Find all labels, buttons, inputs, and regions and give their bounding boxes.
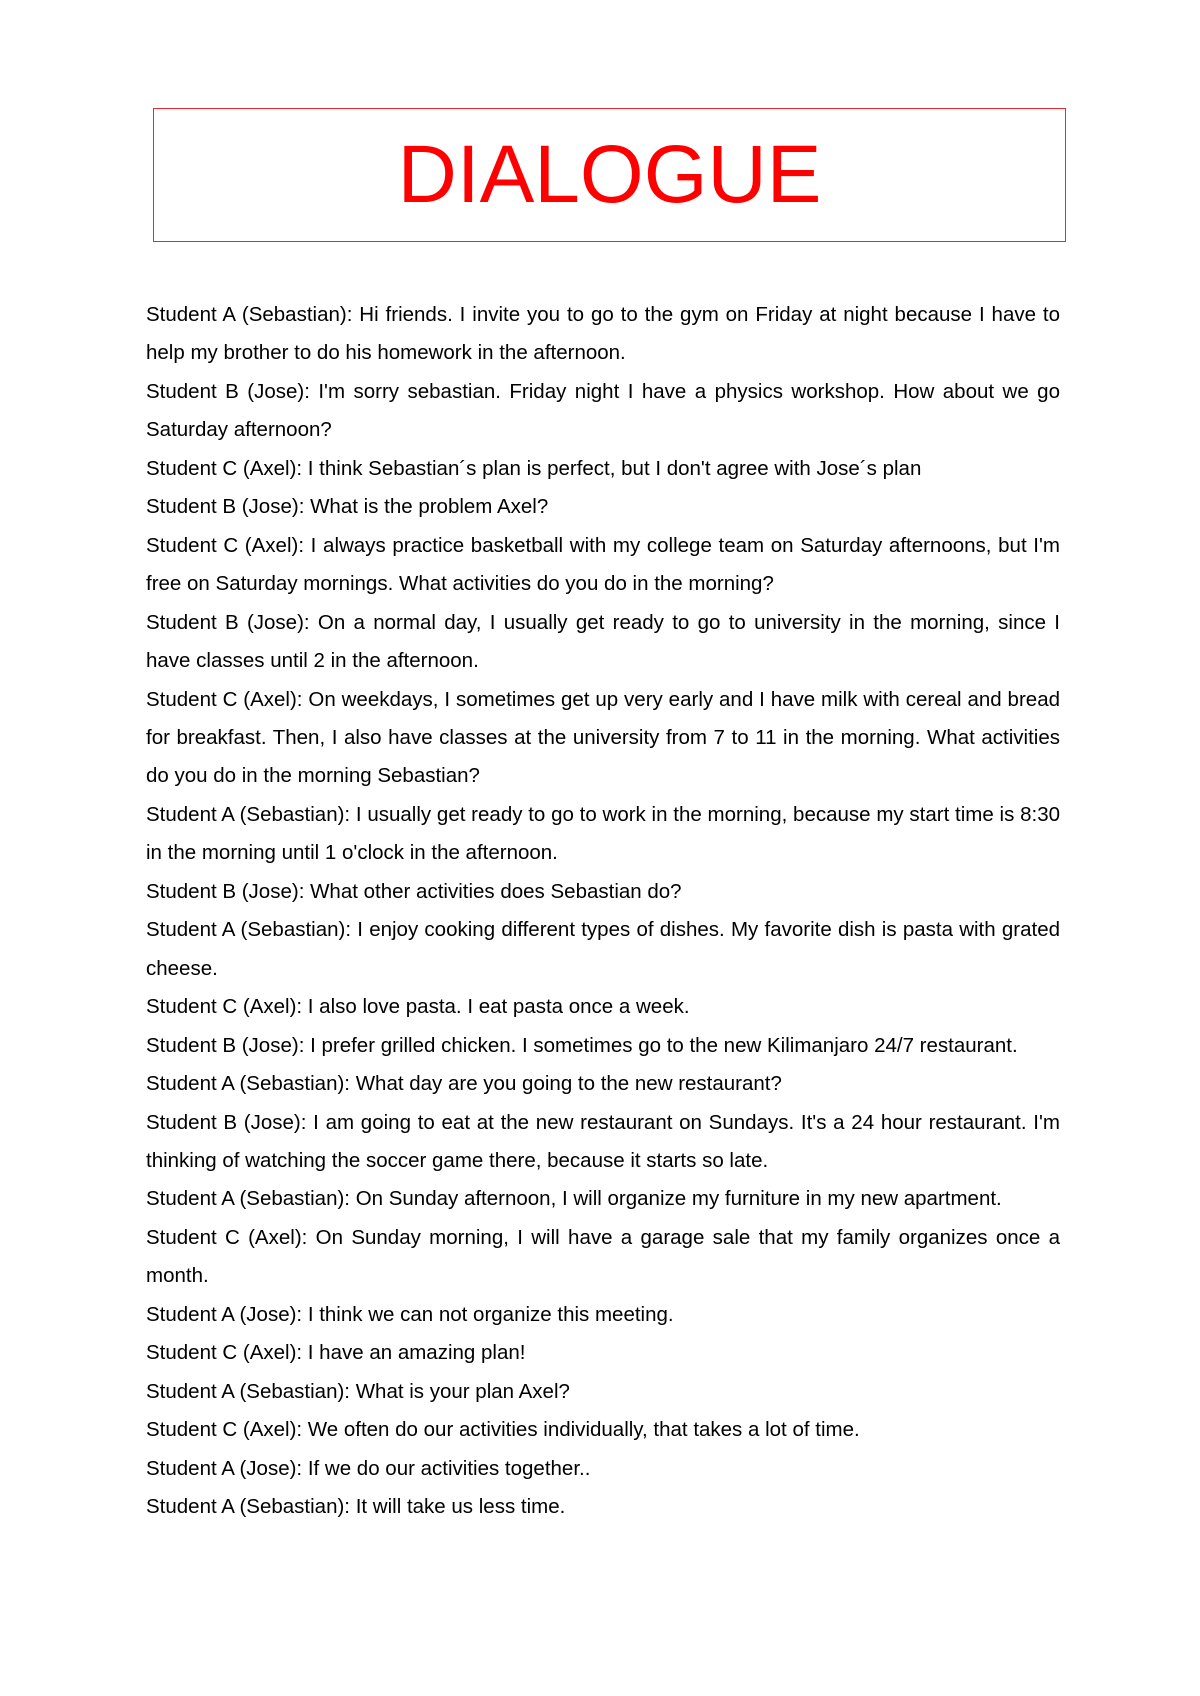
dialogue-line: Student C (Axel): We often do our activities individually, that takes a lot of time. (146, 1418, 860, 1442)
dialogue-line: Student B (Jose): What other activities does Sebastian do? (146, 879, 682, 903)
dialogue-line: Student C (Axel): I always practice basketball with my college team on Saturday afternoons, but I'm free on Saturday mornings. What activities do you do in the morning? (146, 533, 1060, 596)
dialogue-line: Student C (Axel): On Sunday morning, I will have a garage sale that my family organizes once a month. (146, 1225, 1060, 1288)
dialogue-line: Student A (Sebastian): What is your plan Axel? (146, 1379, 570, 1403)
dialogue-line: Student A (Sebastian): What day are you going to the new restaurant? (146, 1072, 782, 1096)
dialogue-line: Student A (Jose): If we do our activities together.. (146, 1456, 591, 1480)
dialogue-line: Student C (Axel): I have an amazing plan! (146, 1341, 526, 1365)
dialogue-line: Student B (Jose): I am going to eat at the new restaurant on Sundays. It's a 24 hour restaurant. I'm thinking of watching the soccer game there, because it starts so late. (146, 1110, 1060, 1172)
dialogue-line: Student A (Sebastian): Hi friends. I invite you to go to the gym on Friday at night because I have to help my brother to do his homework in the afternoon. (146, 303, 1060, 365)
dialogue-line: Student B (Jose): What is the problem Axel? (146, 495, 549, 519)
dialogue-line: Student C (Axel): I also love pasta. I eat pasta once a week. (146, 995, 690, 1019)
title-box (153, 108, 1066, 242)
dialogue-line: Student C (Axel): On weekdays, I sometimes get up very early and I have milk with cereal and bread for breakfast. Then, I also have classes at the university from 7 to 11 in the morning. What activities do you do in the morning Sebastian? (146, 687, 1060, 788)
dialogue-line: Student C (Axel): I think Sebastian´s plan is perfect, but I don't agree with Jose´s plan (146, 456, 922, 480)
dialogue-line: Student B (Jose): On a normal day, I usually get ready to go to university in the morning, since I have classes until 2 in the afternoon. (146, 610, 1060, 673)
dialogue-line: Student B (Jose): I'm sorry sebastian. Friday night I have a physics workshop. How about we go Saturday afternoon? (146, 379, 1060, 442)
dialogue-line: Student A (Sebastian): I enjoy cooking different types of dishes. My favorite dish is pasta with grated cheese. (146, 918, 1060, 980)
dialogue-body (146, 296, 1060, 1527)
dialogue-line: Student B (Jose): I prefer grilled chicken. I sometimes go to the new Kilimanjaro 24/7 restaurant. (146, 1033, 1018, 1057)
dialogue-line: Student A (Sebastian): It will take us less time. (146, 1495, 566, 1519)
dialogue-line: Student A (Sebastian): On Sunday afternoon, I will organize my furniture in my new apartment. (146, 1187, 1002, 1211)
dialogue-line: Student A (Sebastian): I usually get ready to go to work in the morning, because my start time is 8:30 in the morning until 1 o'clock in the afternoon. (146, 802, 1060, 865)
dialogue-line: Student A (Jose): I think we can not organize this meeting. (146, 1302, 674, 1326)
page-title: DIALOGUE (397, 129, 822, 220)
